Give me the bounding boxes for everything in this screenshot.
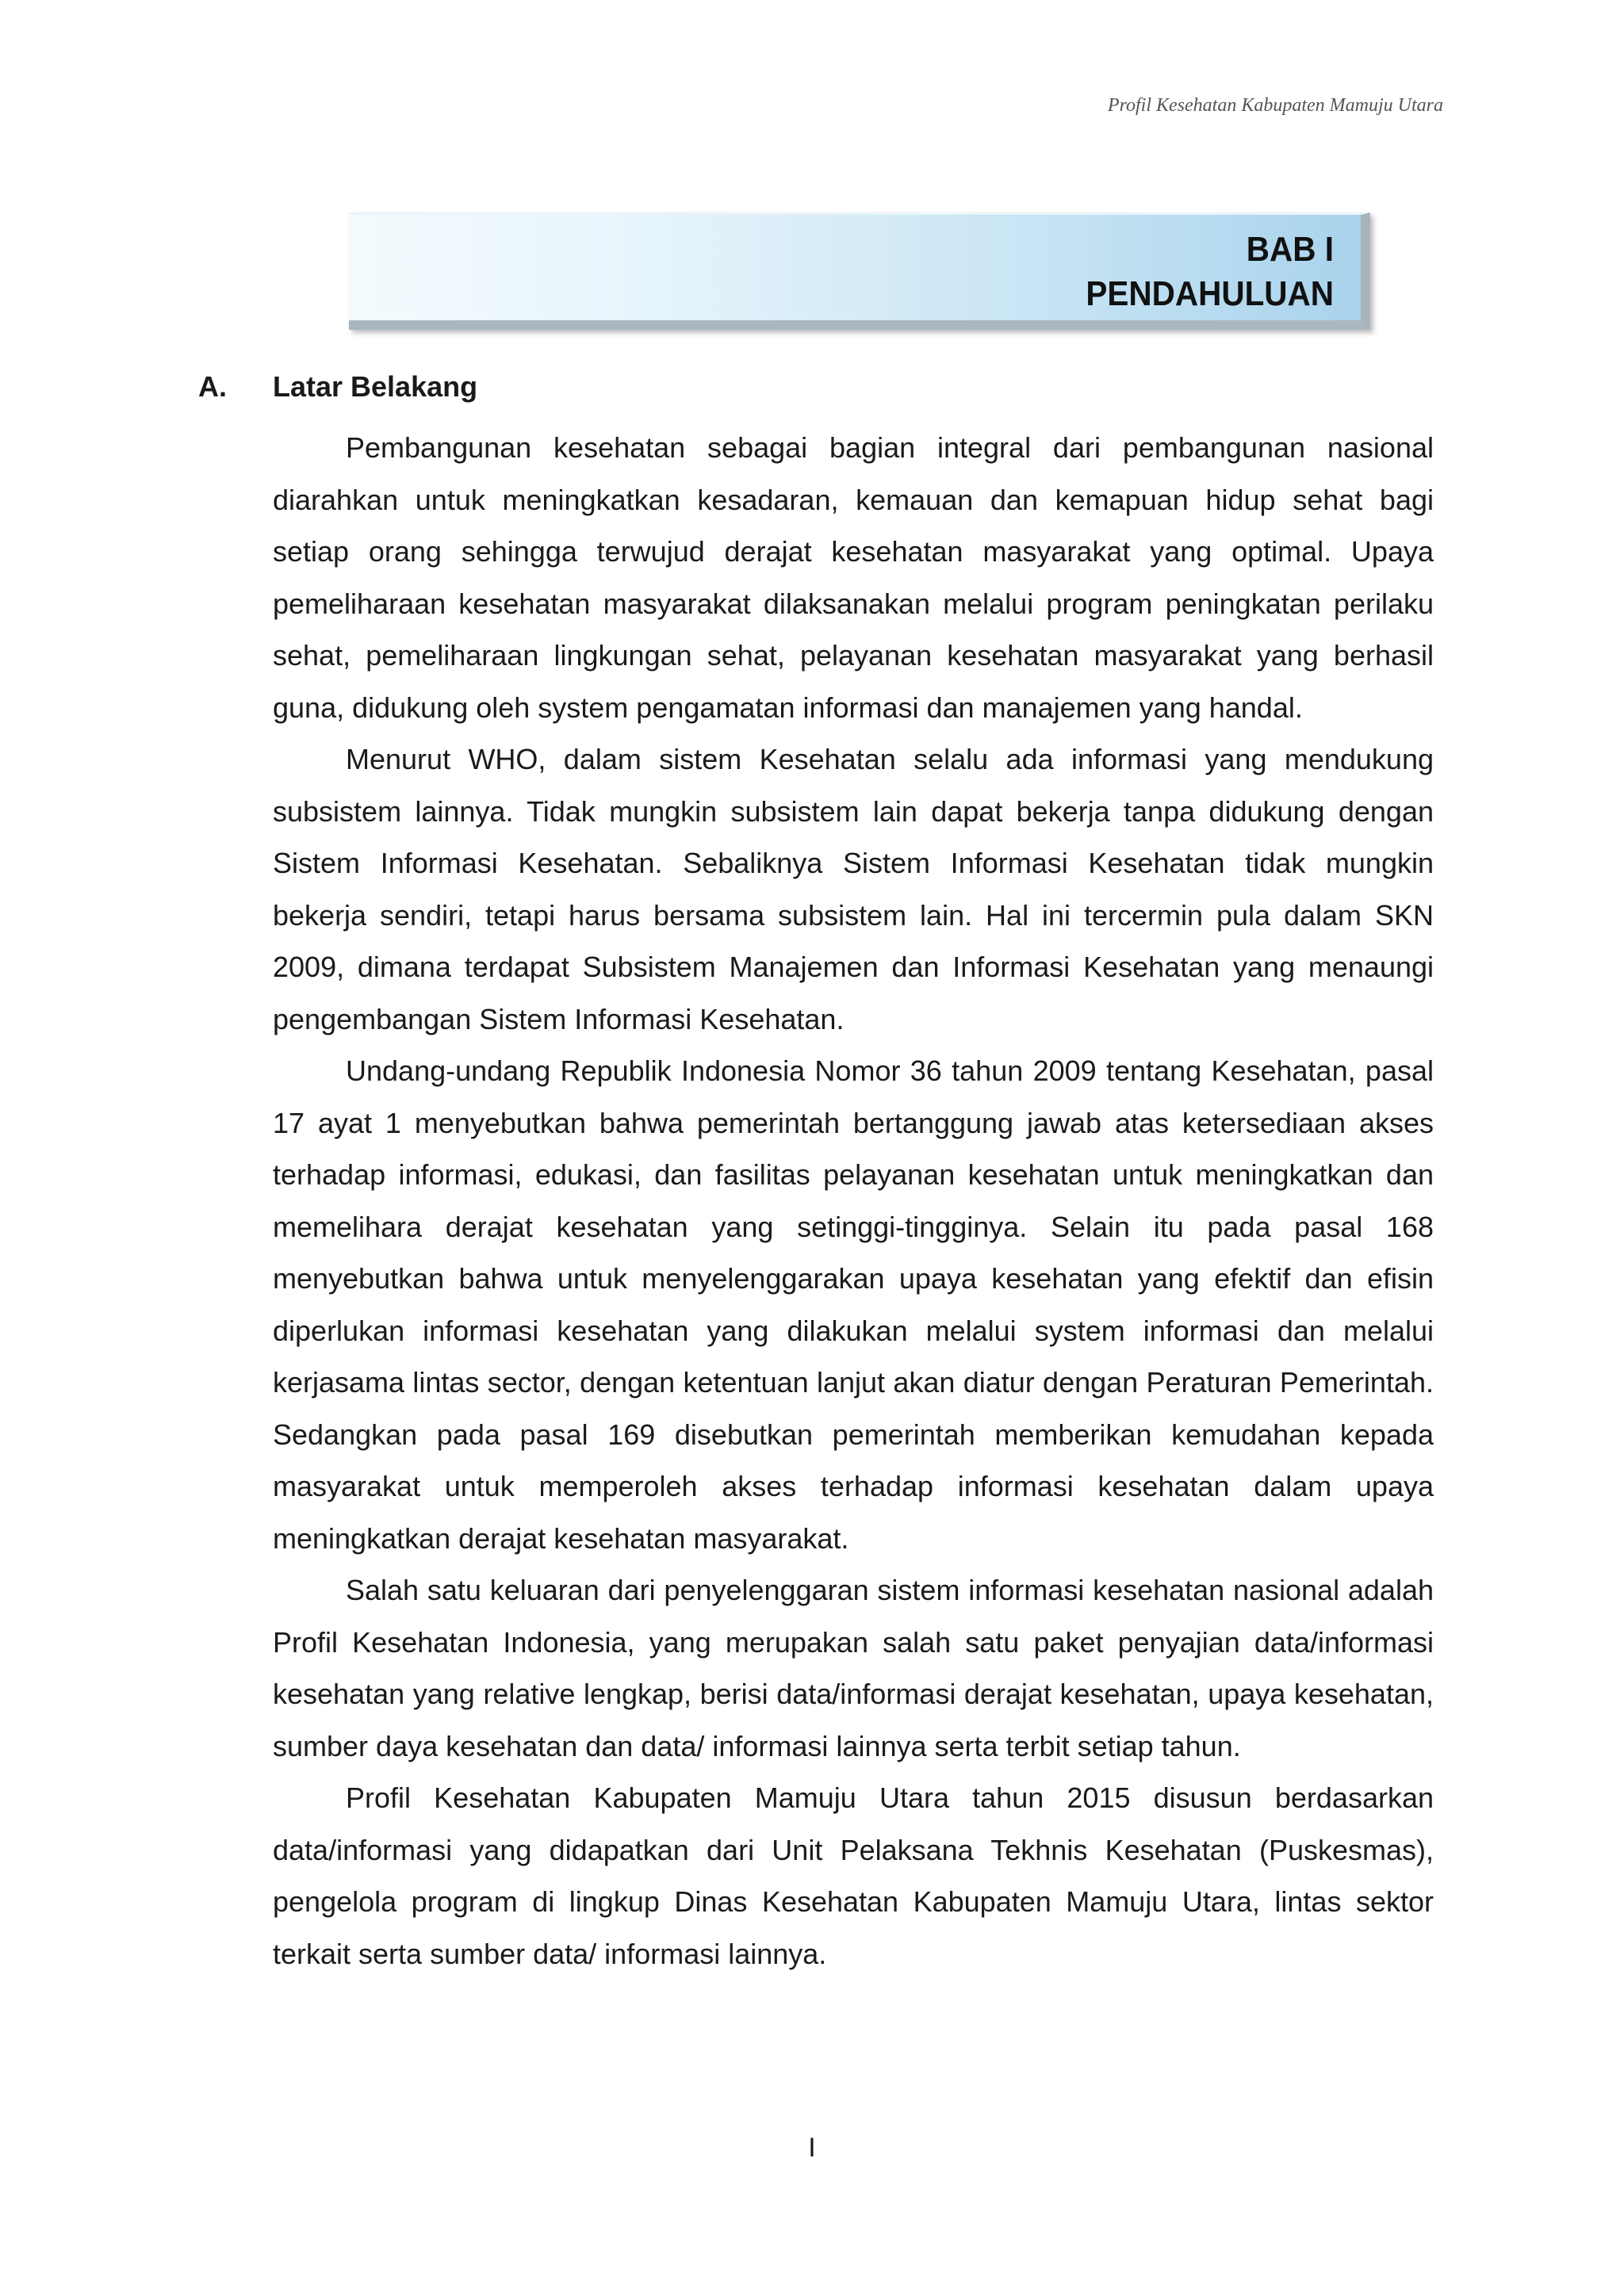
section-title: Latar Belakang: [273, 370, 478, 403]
body-text: [273, 422, 1434, 1980]
chapter-number: BAB I: [1246, 230, 1334, 269]
paragraph: Undang-undang Republik Indonesia Nomor 36 tahun 2009 tentang Kesehatan, pasal 17 ayat 1 menyebutkan bahwa pemerintah bertanggung jawab atas ketersediaan akses terhadap informasi, edukasi, dan fasilitas pelayanan kesehatan untuk meningkatkan dan memelihara derajat kesehatan yang setinggi-tingginya. Selain itu pada pasal 168 menyebutkan bahwa untuk menyelenggarakan upaya kesehatan yang efektif dan efisin diperlukan informasi kesehatan yang dilakukan melalui system informasi dan melalui kerjasama lintas sector, dengan ketentuan lanjut akan diatur dengan Peraturan Pemerintah. Sedangkan pada pasal 169 disebutkan pemerintah memberikan kemudahan kepada masyarakat untuk memperoleh akses terhadap informasi kesehatan dalam upaya meningkatkan derajat kesehatan masyarakat.: [273, 1054, 1434, 1555]
page-number: I: [808, 2133, 816, 2163]
paragraph: Menurut WHO, dalam sistem Kesehatan selalu ada informasi yang mendukung subsistem lainnya. Tidak mungkin subsistem lain dapat bekerja tanpa didukung dengan Sistem Informasi Kesehatan. Sebaliknya Sistem Informasi Kesehatan tidak mungkin bekerja sendiri, tetapi harus bersama subsistem lain. Hal ini tercermin pula dalam SKN 2009, dimana terdapat Subsistem Manajemen dan Informasi Kesehatan yang menaungi pengembangan Sistem Informasi Kesehatan.: [273, 743, 1434, 1035]
section-heading: [198, 369, 477, 404]
paragraph: Profil Kesehatan Kabupaten Mamuju Utara tahun 2015 disusun berdasarkan data/informasi yang didapatkan dari Unit Pelaksana Tekhnis Kesehatan (Puskesmas), pengelola program di lingkup Dinas Kesehatan Kabupaten Mamuju Utara, lintas sektor terkait serta sumber data/ informasi lainnya.: [273, 1781, 1434, 1970]
running-header: Profil Kesehatan Kabupaten Mamuju Utara: [1107, 95, 1443, 116]
section-letter: A.: [198, 370, 227, 403]
chapter-title: PENDAHULUAN: [1086, 274, 1334, 313]
chapter-banner: [349, 212, 1370, 330]
paragraph: Salah satu keluaran dari penyelenggaran sistem informasi kesehatan nasional adalah Profil Kesehatan Indonesia, yang merupakan salah satu paket penyajian data/informasi kesehatan yang relative lengkap, berisi data/informasi derajat kesehatan, upaya kesehatan, sumber daya kesehatan dan data/ informasi lainnya serta terbit setiap tahun.: [273, 1574, 1434, 1762]
paragraph: Pembangunan kesehatan sebagai bagian integral dari pembangunan nasional diarahkan untuk meningkatkan kesadaran, kemauan dan kemapuan hidup sehat bagi setiap orang sehingga terwujud derajat kesehatan masyarakat yang optimal. Upaya pemeliharaan kesehatan masyarakat dilaksanakan melalui program peningkatan perilaku sehat, pemeliharaan lingkungan sehat, pelayanan kesehatan masyarakat yang berhasil guna, didukung oleh system pengamatan informasi dan manajemen yang handal.: [273, 431, 1434, 724]
